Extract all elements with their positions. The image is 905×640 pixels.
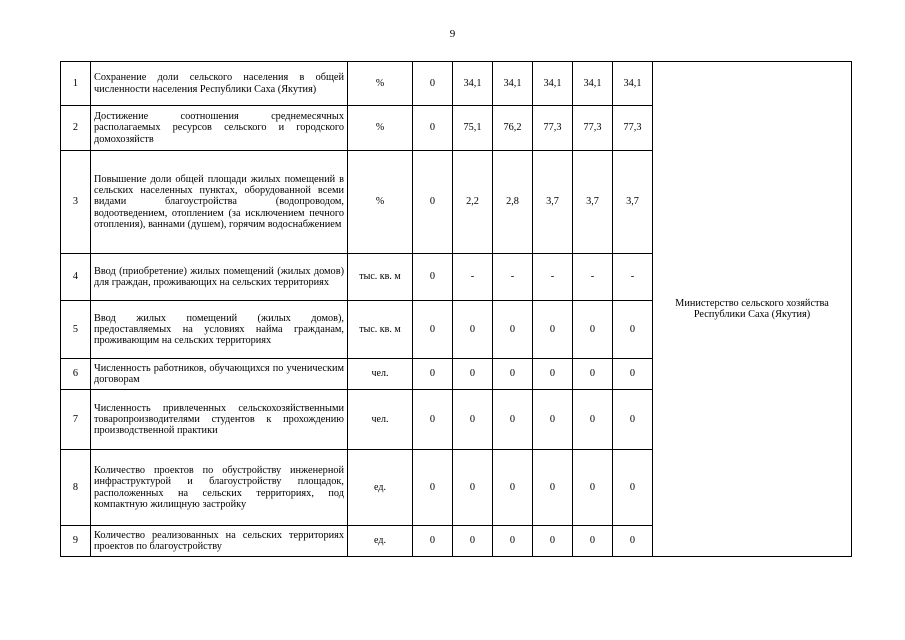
indicator-name: Численность работников, обучающихся по ученическим договорам bbox=[91, 359, 348, 390]
value-cell: 0 bbox=[413, 151, 453, 254]
value-cell: 0 bbox=[413, 254, 453, 301]
value-cell: - bbox=[613, 254, 653, 301]
value-cell: 0 bbox=[493, 526, 533, 557]
row-number: 8 bbox=[61, 450, 91, 526]
value-cell: - bbox=[573, 254, 613, 301]
value-cell: - bbox=[453, 254, 493, 301]
table-row bbox=[61, 62, 852, 106]
indicator-name: Количество реализованных на сельских территориях проектов по благоустройству bbox=[91, 526, 348, 557]
value-cell: 0 bbox=[413, 301, 453, 359]
value-cell: 0 bbox=[533, 526, 573, 557]
value-cell: 0 bbox=[413, 106, 453, 151]
value-cell: 0 bbox=[613, 301, 653, 359]
unit-cell: ед. bbox=[348, 450, 413, 526]
value-cell: 0 bbox=[573, 301, 613, 359]
value-cell: - bbox=[533, 254, 573, 301]
value-cell: 0 bbox=[613, 450, 653, 526]
value-cell: 2,8 bbox=[493, 151, 533, 254]
unit-cell: % bbox=[348, 62, 413, 106]
value-cell: 3,7 bbox=[533, 151, 573, 254]
value-cell: 77,3 bbox=[533, 106, 573, 151]
value-cell: 75,1 bbox=[453, 106, 493, 151]
value-cell: 0 bbox=[573, 390, 613, 450]
value-cell: 0 bbox=[573, 450, 613, 526]
value-cell: 0 bbox=[573, 359, 613, 390]
value-cell: 34,1 bbox=[613, 62, 653, 106]
row-number: 6 bbox=[61, 359, 91, 390]
row-number: 4 bbox=[61, 254, 91, 301]
value-cell: 0 bbox=[453, 390, 493, 450]
responsible-executor: Министерство сельского хозяйства Республики Саха (Якутия) bbox=[653, 62, 852, 557]
value-cell: 0 bbox=[533, 450, 573, 526]
value-cell: 0 bbox=[453, 301, 493, 359]
value-cell: 0 bbox=[493, 450, 533, 526]
row-number: 9 bbox=[61, 526, 91, 557]
row-number: 7 bbox=[61, 390, 91, 450]
value-cell: 0 bbox=[413, 526, 453, 557]
value-cell: 0 bbox=[493, 390, 533, 450]
indicator-name: Сохранение доли сельского населения в общей численности населения Республики Саха (Якутия) bbox=[91, 62, 348, 106]
indicator-name: Достижение соотношения среднемесячных располагаемых ресурсов сельского и городского домохозяйств bbox=[91, 106, 348, 151]
value-cell: 0 bbox=[613, 526, 653, 557]
value-cell: 0 bbox=[453, 359, 493, 390]
value-cell: 0 bbox=[613, 359, 653, 390]
unit-cell: тыс. кв. м bbox=[348, 254, 413, 301]
row-number: 1 bbox=[61, 62, 91, 106]
row-number: 3 bbox=[61, 151, 91, 254]
indicator-name: Повышение доли общей площади жилых помещений в сельских населенных пунктах, оборудованной всеми видами благоустройства (водопроводом, водоотведением, отоплением (за исключением печного отопления), ваннами (душем), горячим водоснабжением bbox=[91, 151, 348, 254]
value-cell: 0 bbox=[613, 390, 653, 450]
unit-cell: % bbox=[348, 106, 413, 151]
value-cell: 77,3 bbox=[573, 106, 613, 151]
page-number: 9 bbox=[449, 28, 456, 40]
indicator-name: Ввод жилых помещений (жилых домов), предоставляемых на условиях найма гражданам, проживающим на сельских территориях bbox=[91, 301, 348, 359]
unit-cell: чел. bbox=[348, 390, 413, 450]
unit-cell: тыс. кв. м bbox=[348, 301, 413, 359]
value-cell: 0 bbox=[453, 450, 493, 526]
indicators-table bbox=[60, 61, 852, 557]
indicator-name: Ввод (приобретение) жилых помещений (жилых домов) для граждан, проживающих на сельских территориях bbox=[91, 254, 348, 301]
value-cell: 0 bbox=[573, 526, 613, 557]
value-cell: 3,7 bbox=[573, 151, 613, 254]
value-cell: 0 bbox=[413, 62, 453, 106]
value-cell: 76,2 bbox=[493, 106, 533, 151]
value-cell: 2,2 bbox=[453, 151, 493, 254]
value-cell: 0 bbox=[533, 390, 573, 450]
value-cell: 0 bbox=[533, 359, 573, 390]
value-cell: 0 bbox=[493, 301, 533, 359]
unit-cell: ед. bbox=[348, 526, 413, 557]
unit-cell: чел. bbox=[348, 359, 413, 390]
unit-cell: % bbox=[348, 151, 413, 254]
value-cell: 0 bbox=[493, 359, 533, 390]
value-cell: - bbox=[493, 254, 533, 301]
value-cell: 0 bbox=[413, 450, 453, 526]
indicator-name: Количество проектов по обустройству инженерной инфраструктурой и благоустройству площадок, расположенных на сельских территориях, под компактную жилищную застройку bbox=[91, 450, 348, 526]
value-cell: 0 bbox=[533, 301, 573, 359]
value-cell: 34,1 bbox=[493, 62, 533, 106]
value-cell: 0 bbox=[413, 390, 453, 450]
value-cell: 0 bbox=[413, 359, 453, 390]
value-cell: 0 bbox=[453, 526, 493, 557]
value-cell: 3,7 bbox=[613, 151, 653, 254]
value-cell: 77,3 bbox=[613, 106, 653, 151]
indicator-name: Численность привлеченных сельскохозяйственными товаропроизводителями студентов к прохождению производственной практики bbox=[91, 390, 348, 450]
value-cell: 34,1 bbox=[453, 62, 493, 106]
row-number: 5 bbox=[61, 301, 91, 359]
row-number: 2 bbox=[61, 106, 91, 151]
value-cell: 34,1 bbox=[533, 62, 573, 106]
value-cell: 34,1 bbox=[573, 62, 613, 106]
